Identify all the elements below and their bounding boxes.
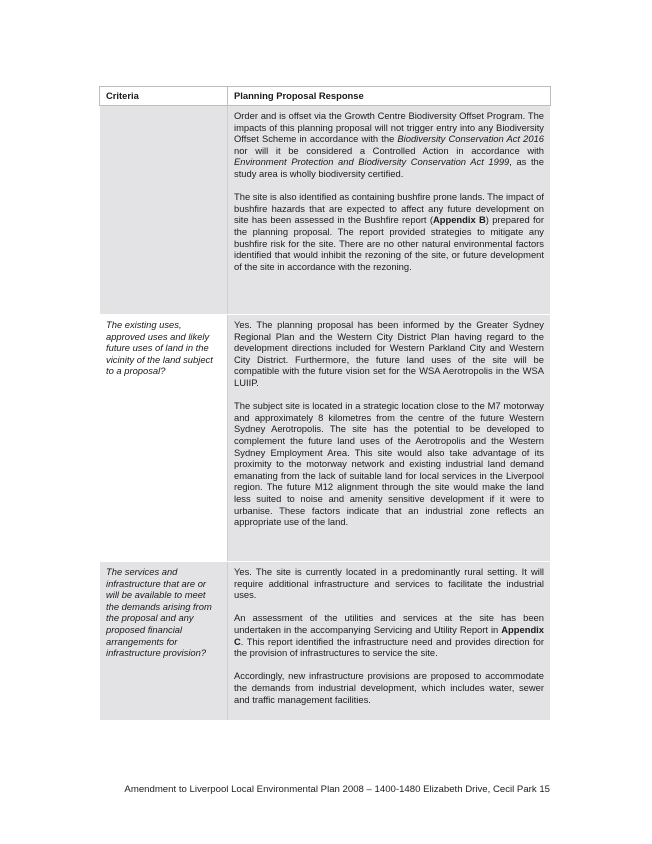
table-row [100, 562, 551, 721]
criteria-column-header: Criteria [100, 87, 228, 106]
response-paragraph [234, 400, 544, 528]
text-run: An assessment of the utilities and services at the site has been undertaken in the accompanying Servicing and Utility Report in [234, 612, 544, 635]
criteria-cell [100, 106, 228, 315]
italic-text: Environment Protection and Biodiversity Conservation Act 1999 [234, 156, 510, 168]
bold-text: Appendix C [234, 623, 544, 647]
bold-text: Appendix B [432, 214, 486, 226]
text-run: The site is also identified as containing bushfire prone lands. The impact of bushfire hazards that are expected to affect any future development on site has been assessed in the Bushfire report ( [234, 191, 544, 226]
response-paragraph [234, 191, 544, 272]
response-cell [228, 562, 551, 721]
response-column-header: Planning Proposal Response [228, 87, 551, 106]
response-paragraph [234, 566, 544, 601]
table-row [100, 106, 551, 315]
text-run: Accordingly, new infrastructure provisions are proposed to accommodate the demands from industrial development, which includes water, sewer and traffic management facilities. [234, 670, 544, 705]
table-header-row [100, 87, 551, 106]
table-row [100, 315, 551, 562]
page-footer: Amendment to Liverpool Local Environmental Plan 2008 – 1400-1480 Elizabeth Drive, Cecil Park 15 [124, 784, 550, 795]
text-run: ) prepared for the planning proposal. The report provided strategies to mitigate any bushfire risk for the site. There are no other natural environmental factors identified that would inhibit the rezoning of the site, or future development of the site in accordance with the rezoning. [234, 214, 544, 272]
response-cell [228, 315, 551, 562]
text-run: Order and is offset via the Growth Centre Biodiversity Offset Program. The impacts of this planning proposal will not trigger entry into any Biodiversity Offset Scheme in accordance with the [234, 110, 544, 145]
criteria-cell: The existing uses, approved uses and likely future uses of land in the vicinity of the land subject to a proposal? [100, 315, 228, 562]
response-paragraph [234, 612, 544, 658]
italic-text: Biodiversity Conservation Act 2016 [397, 133, 545, 145]
response-paragraph [234, 670, 544, 705]
response-paragraph [234, 319, 544, 389]
text-run: The subject site is located in a strategic location close to the M7 motorway and approximately 8 kilometres from the centre of the future Western Sydney Aerotropolis. The site has the potential to be developed to complement the future land uses of the Aerotropolis and the Western Sydney Employment Area. This site would also take advantage of its proximity to the motorway network and existing industrial land demand emanating from the lack of suitable land for local services in the Liverpool region. The future M12 alignment through the site would make the land less suited to noise and amenity sensitive development if it were to urbanise. These factors indicate that an industrial zone reflects an appropriate use of the land. [234, 400, 544, 528]
criteria-response-table [99, 86, 551, 721]
text-run: . This report identified the infrastructure need and provides direction for the provision of infrastructures to service the site. [234, 635, 544, 659]
response-cell [228, 106, 551, 315]
text-run: Yes. The planning proposal has been informed by the Greater Sydney Regional Plan and the Western City District Plan having regard to the development directions included for Western Parkland City and Western City District. Furthermore, the future land uses of the site will be compatible with the future vision set for the WSA Aerotropolis in the WSA LUIIP. [234, 319, 544, 388]
text-run: Yes. The site is currently located in a predominantly rural setting. It will require additional infrastructure and services to facilitate the industrial uses. [234, 566, 544, 601]
criteria-cell: The services and infrastructure that are or will be available to meet the demands arising from the proposal and any proposed financial arrangements for infrastructure provision? [100, 562, 228, 721]
response-paragraph [234, 110, 544, 180]
text-run: nor will it be considered a Controlled Action in accordance with [234, 144, 544, 156]
text-run: , as the study area is wholly biodiversity certified. [234, 156, 544, 179]
